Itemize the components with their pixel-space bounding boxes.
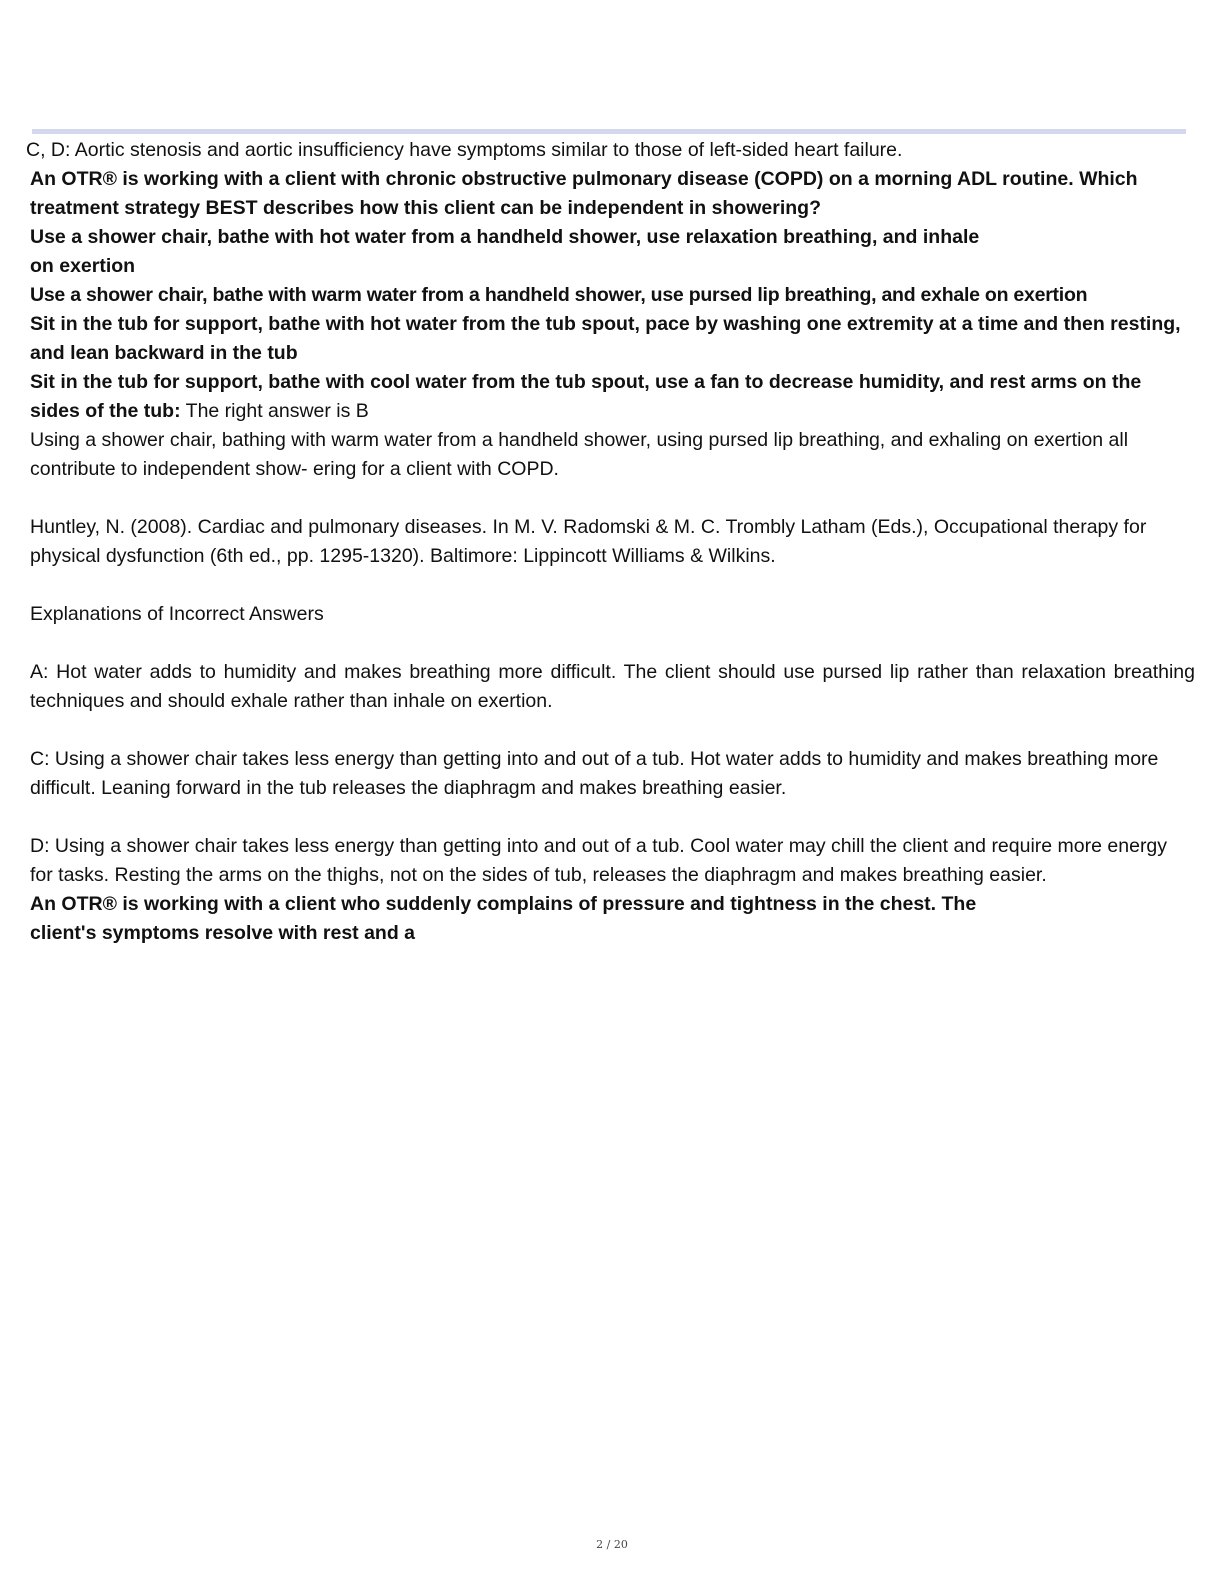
page-number: 2 / 20 bbox=[596, 1538, 628, 1551]
previous-explanation: C, D: Aortic stenosis and aortic insufficiency have symptoms similar to those of left-sided heart failure. bbox=[26, 139, 903, 161]
answer-text: The right answer is B bbox=[180, 400, 369, 422]
option-d bbox=[30, 368, 1195, 426]
option-d-text: Sit in the tub for support, bathe with cool water from the tub spout, use a fan to decrease humidity, and rest arms on the sides of the tub: bbox=[30, 371, 1142, 422]
option-c: Sit in the tub for support, bathe with hot water from the tub spout, pace by washing one extremity at a time and then resting, and lean backward in the tub bbox=[30, 313, 1181, 364]
incorrect-heading: Explanations of Incorrect Answers bbox=[30, 603, 324, 625]
incorrect-a: A: Hot water adds to humidity and makes breathing more difficult. The client should use pursed lip rather than relaxation breathing techniques and should exhale rather than inhale on exertion. bbox=[30, 661, 1195, 712]
question-text: An OTR® is working with a client with chronic obstructive pulmonary disease (COPD) on a morning ADL routine. Which treatment strategy BEST describes how this client can be independent in showering? bbox=[30, 168, 1138, 219]
option-a-line2: on exertion bbox=[30, 255, 136, 277]
option-a-line1: Use a shower chair, bathe with hot water from a handheld shower, use relaxation breathing, and inhale bbox=[30, 226, 980, 248]
next-question bbox=[30, 890, 1195, 948]
option-b: Use a shower chair, bathe with warm water from a handheld shower, use pursed lip breathing, and exhale on exertion bbox=[30, 284, 1088, 306]
rationale: Using a shower chair, bathing with warm water from a handheld shower, using pursed lip breathing, and exhaling on exertion all contribute to independent show- ering for a client with COPD. bbox=[30, 429, 1129, 480]
reference: Huntley, N. (2008). Cardiac and pulmonary diseases. In M. V. Radomski & M. C. Trombly Latham (Eds.), Occupational therapy for physical dysfunction (6th ed., pp. 1295-1320). Baltimore: Lippincott Williams & Wilkins. bbox=[30, 516, 1147, 567]
header-rule bbox=[32, 129, 1186, 134]
next-question-line1: An OTR® is working with a client who suddenly complains of pressure and tightness in the chest. The bbox=[30, 893, 977, 915]
incorrect-d: D: Using a shower chair takes less energy than getting into and out of a tub. Cool water may chill the client and require more energy for tasks. Resting the arms on the thighs, not on the sides of tub, releases the diaphragm and makes breathing easier. bbox=[30, 835, 1168, 886]
option-a bbox=[30, 223, 1195, 281]
next-question-line2: client's symptoms resolve with rest and a bbox=[30, 922, 416, 944]
page-content bbox=[26, 136, 1195, 948]
incorrect-c: C: Using a shower chair takes less energy than getting into and out of a tub. Hot water adds to humidity and makes breathing more difficult. Leaning forward in the tub releases the diaphragm and makes breathing easier. bbox=[30, 748, 1159, 799]
